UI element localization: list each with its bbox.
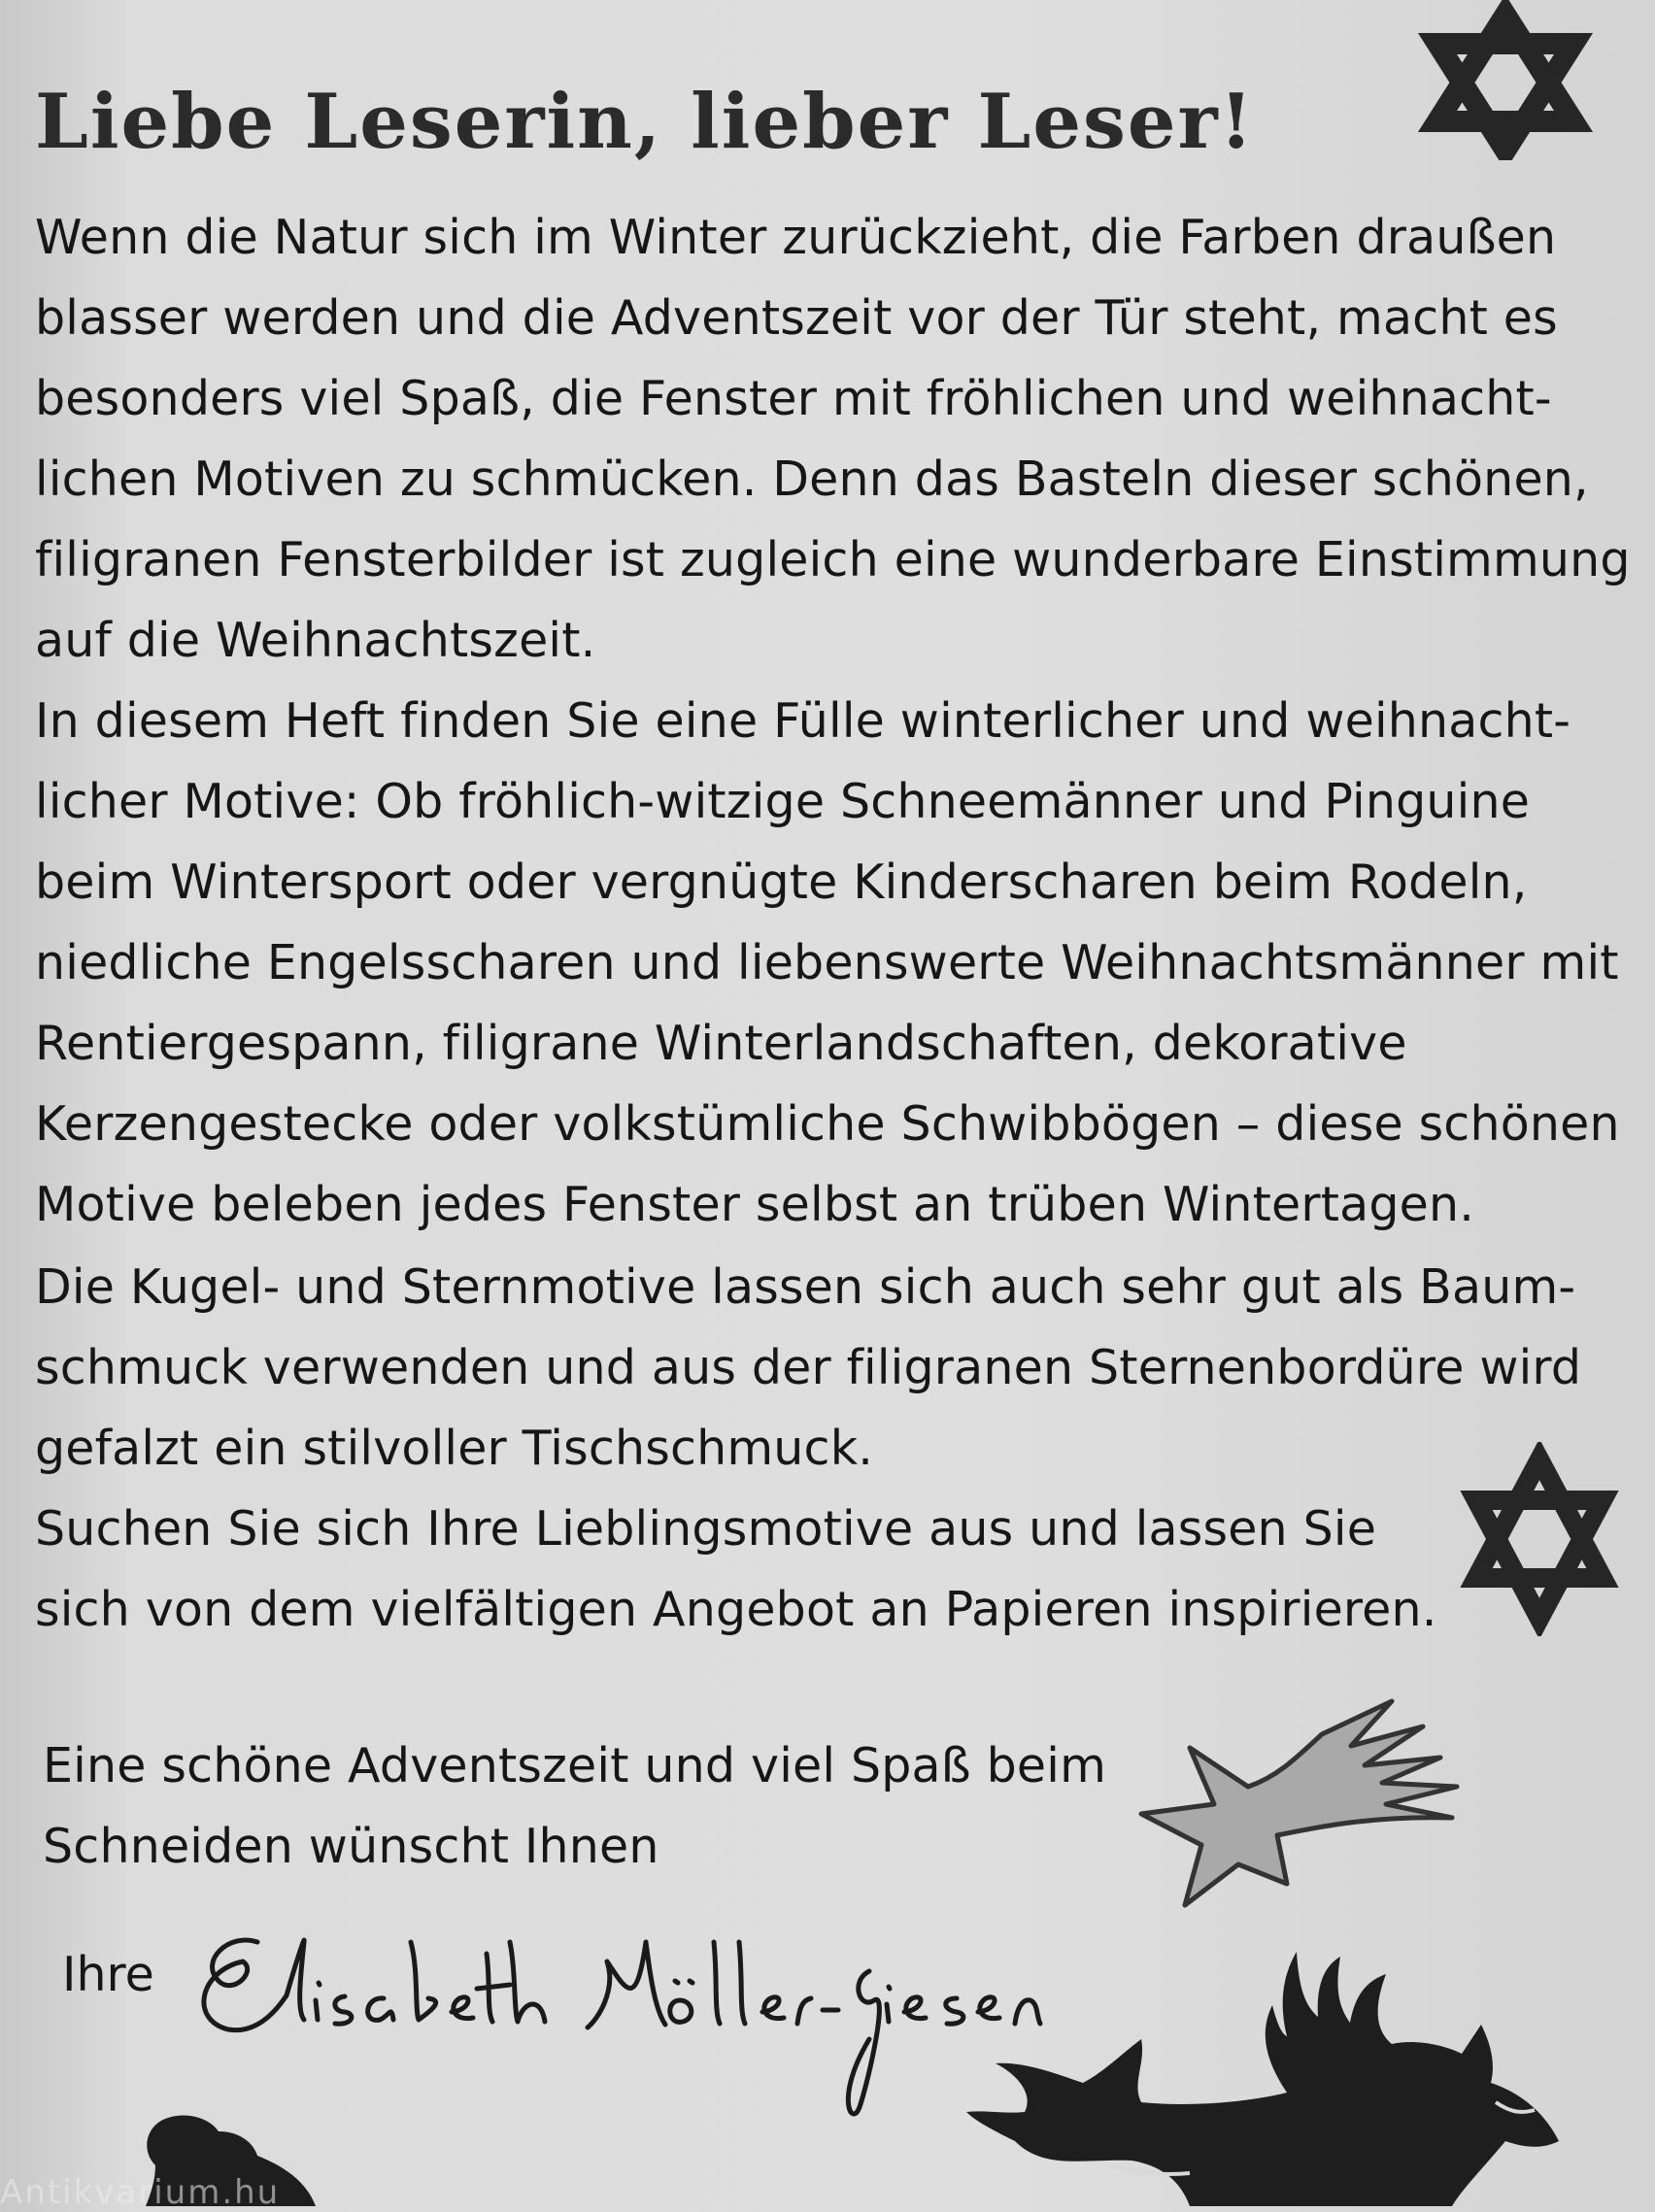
text-line: Die Kugel- und Sternmotive lassen sich auch sehr gut als Baum- <box>35 1259 1576 1315</box>
salutation: Ihre <box>62 1947 154 2002</box>
paragraph-motives <box>35 681 1620 1245</box>
text-line: niedliche Engelsscharen und liebenswerte Weihnachtsmänner mit <box>35 935 1619 990</box>
text-line: gefalzt ein stilvoller Tischschmuck. <box>35 1421 874 1476</box>
text-line: blasser werden und die Adventszeit vor der Tür steht, macht es <box>35 290 1558 346</box>
text-line: schmuck verwenden und aus der filigranen Sternenbordüre wird <box>35 1340 1582 1395</box>
text-line: Suchen Sie sich Ihre Lieblingsmotive aus und lassen Sie <box>35 1501 1377 1557</box>
text-line: besonders viel Spaß, die Fenster mit fröhlichen und weihnacht- <box>35 371 1552 426</box>
text-line: In diesem Heft finden Sie eine Fülle winterlicher und weihnacht- <box>35 693 1571 749</box>
star-of-david-icon <box>1413 0 1598 160</box>
text-line: licher Motive: Ob fröhlich-witzige Schneemänner und Pinguine <box>35 774 1531 829</box>
text-line: auf die Weihnachtszeit. <box>35 613 596 668</box>
text-line: Wenn die Natur sich im Winter zurückzieht, die Farben draußen <box>35 210 1557 265</box>
text-line: beim Wintersport oder vergnügte Kinderscharen beim Rodeln, <box>35 855 1528 910</box>
closing-text <box>43 1726 1106 1887</box>
paragraph-ornaments <box>35 1247 1581 1489</box>
star-of-david-icon <box>1457 1442 1622 1636</box>
text-line: sich von dem vielfältigen Angebot an Papieren inspirieren. <box>35 1582 1437 1637</box>
watermark: Antikvarium.hu <box>0 2173 281 2212</box>
paragraph-intro <box>35 197 1631 681</box>
reindeer-silhouette <box>937 1947 1573 2206</box>
text-line: Kerzengestecke oder volkstümliche Schwibbögen – diese schönen <box>35 1096 1620 1152</box>
text-line: lichen Motiven zu schmücken. Denn das Basteln dieser schönen, <box>35 452 1589 507</box>
shooting-star-icon <box>1131 1690 1471 1913</box>
text-line: Rentiergespann, filigrane Winterlandschaften, dekorative <box>35 1016 1407 1071</box>
page-title: Liebe Leserin, lieber Leser! <box>35 78 1255 166</box>
signature <box>189 1903 1064 2136</box>
text-line: Eine schöne Adventszeit und viel Spaß beim <box>43 1738 1107 1793</box>
text-line: Schneiden wünscht Ihnen <box>43 1819 659 1874</box>
text-line: filigranen Fensterbilder ist zugleich eine wunderbare Einstimmung <box>35 532 1631 587</box>
paragraph-inspiration <box>35 1489 1437 1650</box>
text-line: Motive beleben jedes Fenster selbst an trüben Wintertagen. <box>35 1177 1475 1232</box>
